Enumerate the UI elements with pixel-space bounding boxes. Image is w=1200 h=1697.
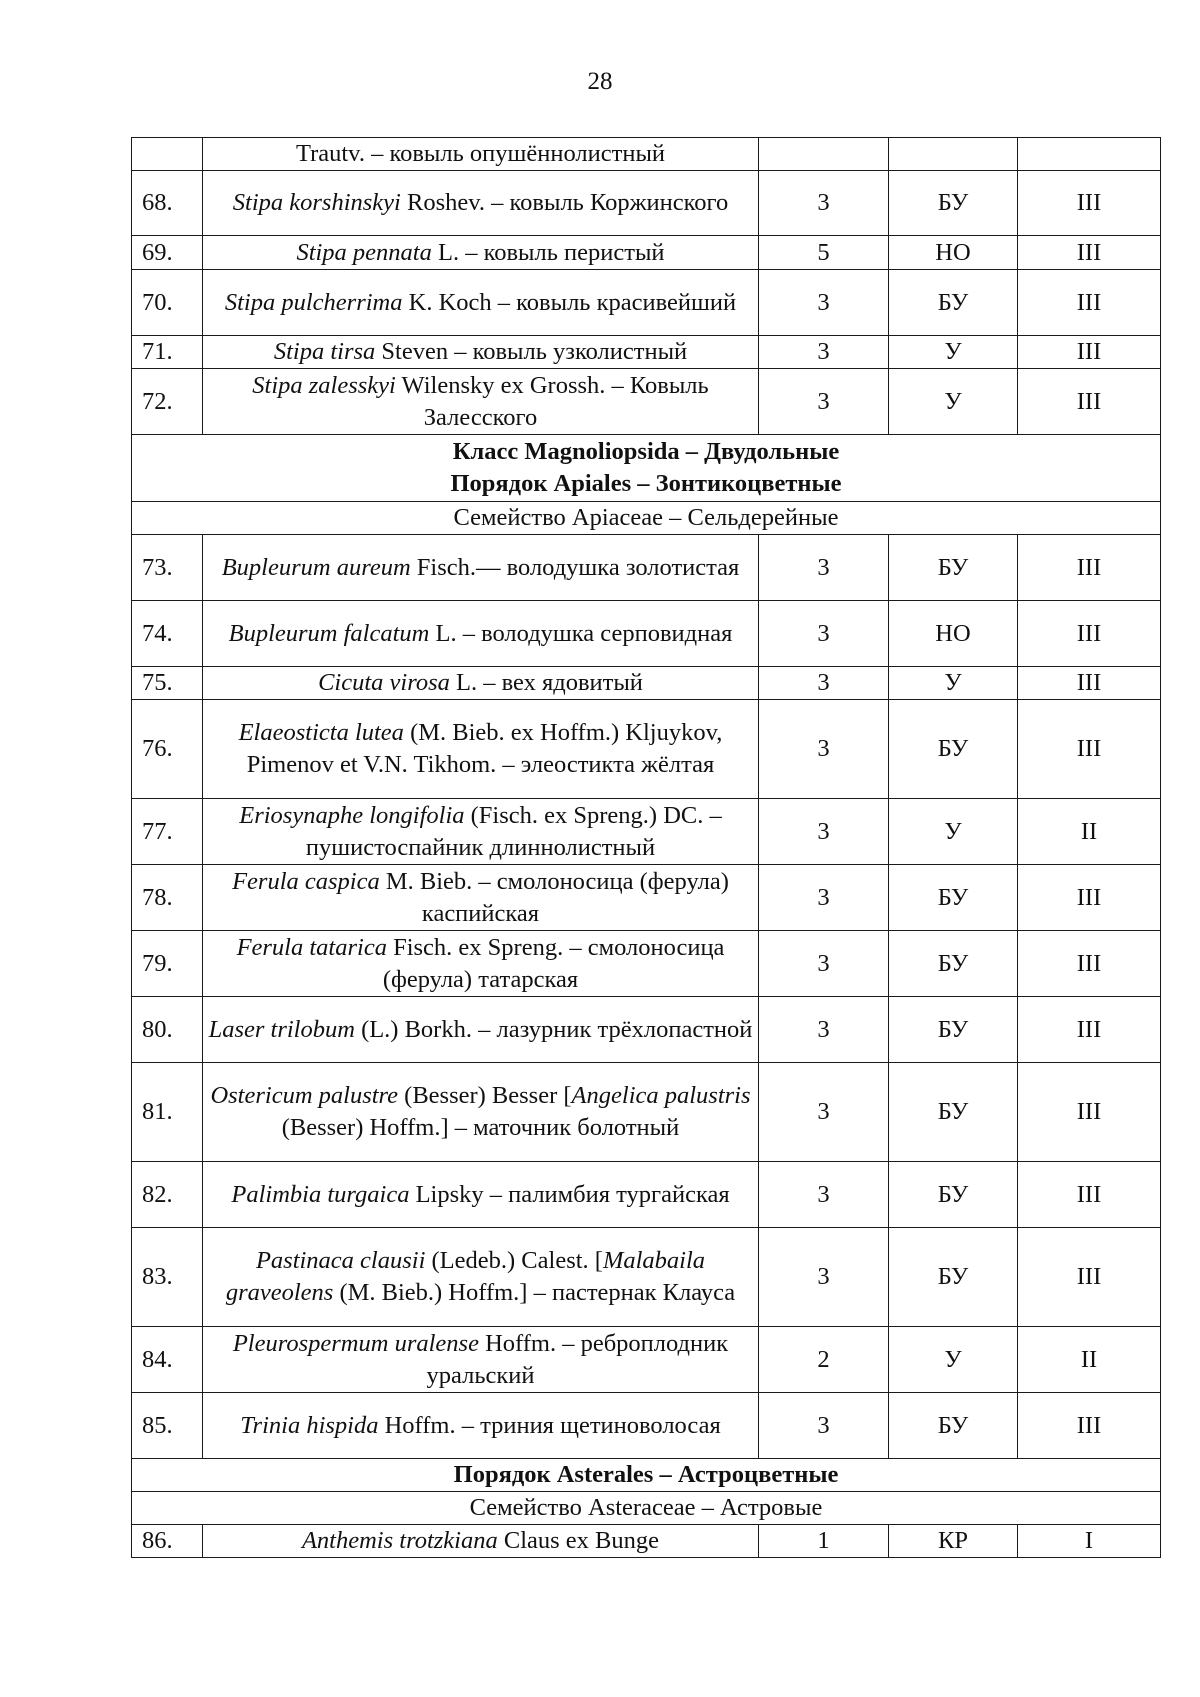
species-name — [203, 1162, 759, 1228]
scientific-name: Bupleurum aureum — [221, 553, 411, 581]
scientific-name: Stipa pennata — [296, 238, 432, 266]
scientific-name: Anthemis trotzkiana — [301, 1527, 498, 1554]
row-number: 71. — [132, 336, 203, 369]
category: 3 — [759, 700, 889, 799]
species-row — [132, 667, 1161, 700]
status: У — [889, 1327, 1018, 1393]
status: У — [889, 336, 1018, 369]
category: 3 — [759, 1063, 889, 1162]
species-name — [203, 369, 759, 435]
name-text: Hoffm. – триния щетиноволосая — [378, 1411, 721, 1439]
category: 3 — [759, 369, 889, 435]
section-header-line: Порядок Asterales – Астроцветные — [453, 1461, 839, 1488]
category: 5 — [759, 236, 889, 270]
species-row — [132, 1063, 1161, 1162]
species-name — [203, 799, 759, 865]
species-name — [203, 700, 759, 799]
category: 3 — [759, 601, 889, 667]
species-name — [203, 1525, 759, 1558]
name-text: L. – вех ядовитый — [449, 669, 643, 696]
category: 3 — [759, 997, 889, 1063]
rank: III — [1018, 236, 1161, 270]
status: БУ — [889, 997, 1018, 1063]
rank: III — [1018, 931, 1161, 997]
rank: III — [1018, 336, 1161, 369]
category: 3 — [759, 799, 889, 865]
species-row — [132, 997, 1161, 1063]
species-row — [132, 1162, 1161, 1228]
species-row — [132, 236, 1161, 270]
category: 3 — [759, 865, 889, 931]
name-text: (M. Bieb.) Hoffm.] – пастернак Клауса — [333, 1279, 736, 1306]
row-number: 82. — [132, 1162, 203, 1228]
name-text: (Besser) Hoffm.] – маточник болотный — [281, 1114, 680, 1141]
scientific-name: Bupleurum falcatum — [228, 619, 430, 647]
row-number: 72. — [132, 369, 203, 435]
rank — [1018, 138, 1161, 171]
section-header — [132, 1492, 1161, 1525]
status: НО — [889, 236, 1018, 270]
row-number: 74. — [132, 601, 203, 667]
species-row — [132, 865, 1161, 931]
category: 1 — [759, 1525, 889, 1558]
section-header — [132, 435, 1161, 502]
scientific-name: Stipa tirsa — [273, 338, 376, 365]
rank: III — [1018, 1393, 1161, 1459]
rank: I — [1018, 1525, 1161, 1558]
name-text: (Ledeb.) Calest. [ — [425, 1247, 603, 1274]
name-text: Roshev. – ковыль Коржинского — [400, 189, 729, 216]
section-header-row — [132, 1492, 1161, 1525]
rank: III — [1018, 601, 1161, 667]
name-text: L. – володушка серповидная — [429, 619, 733, 647]
species-row — [132, 931, 1161, 997]
scientific-name: Stipa zalesskyi — [252, 371, 396, 399]
row-number: 69. — [132, 236, 203, 270]
section-header-row — [132, 435, 1161, 502]
name-text: M. Bieb. – смолоносица (ферула) каспийская — [379, 867, 729, 927]
row-number: 81. — [132, 1063, 203, 1162]
species-row — [132, 1525, 1161, 1558]
rank: III — [1018, 1162, 1161, 1228]
page-number: 28 — [587, 68, 613, 95]
species-name — [203, 535, 759, 601]
status: БУ — [889, 931, 1018, 997]
species-row — [132, 535, 1161, 601]
species-name — [203, 1327, 759, 1393]
row-number: 68. — [132, 171, 203, 236]
row-number — [132, 138, 203, 171]
section-header-row — [132, 1459, 1161, 1492]
rank: III — [1018, 535, 1161, 601]
species-name — [203, 1393, 759, 1459]
name-text: (Fisch. ex Spreng.) DC. – пушистоспайник длиннолистный — [305, 801, 722, 861]
section-header — [132, 1459, 1161, 1492]
name-text: Fisch. ex Spreng. – смолоносица (ферула) татарская — [382, 933, 725, 993]
row-number: 79. — [132, 931, 203, 997]
species-name — [203, 138, 759, 171]
row-number: 84. — [132, 1327, 203, 1393]
status: БУ — [889, 535, 1018, 601]
row-number: 73. — [132, 535, 203, 601]
scientific-name: Eriosynaphe longifolia — [239, 801, 465, 829]
section-header — [132, 502, 1161, 535]
species-name — [203, 236, 759, 270]
category: 3 — [759, 270, 889, 336]
status: БУ — [889, 1063, 1018, 1162]
scientific-name: Angelica palustris — [571, 1082, 751, 1109]
status — [889, 138, 1018, 171]
scientific-name: Cicuta virosa — [318, 669, 450, 696]
scientific-name: Stipa pulcherrima — [224, 288, 403, 316]
row-number: 70. — [132, 270, 203, 336]
species-row — [132, 1393, 1161, 1459]
species-table — [131, 137, 1161, 1558]
row-number: 83. — [132, 1228, 203, 1327]
section-header-row — [132, 502, 1161, 535]
species-name — [203, 997, 759, 1063]
continuation-row — [132, 138, 1161, 171]
name-text: Steven – ковыль узколистный — [375, 338, 688, 365]
rank: III — [1018, 865, 1161, 931]
scientific-name: Laser trilobum — [208, 1015, 355, 1043]
rank: III — [1018, 369, 1161, 435]
section-header-line: Класс Magnoliopsida – Двудольные — [452, 438, 840, 465]
name-text: Hoffm. – реброплодник уральский — [426, 1329, 729, 1389]
name-text: (Besser) Besser [ — [398, 1082, 572, 1109]
species-name — [203, 667, 759, 700]
rank: III — [1018, 171, 1161, 236]
category: 3 — [759, 171, 889, 236]
row-number: 76. — [132, 700, 203, 799]
species-row — [132, 270, 1161, 336]
species-row — [132, 601, 1161, 667]
species-name — [203, 1228, 759, 1327]
status: КР — [889, 1525, 1018, 1558]
status: БУ — [889, 1162, 1018, 1228]
status: БУ — [889, 270, 1018, 336]
row-number: 80. — [132, 997, 203, 1063]
category: 3 — [759, 667, 889, 700]
category: 3 — [759, 1393, 889, 1459]
scientific-name: Elaeosticta lutea — [238, 719, 404, 746]
category: 3 — [759, 535, 889, 601]
status: БУ — [889, 1228, 1018, 1327]
scientific-name: Ferula tatarica — [236, 933, 387, 961]
name-text: Claus ex Bunge — [497, 1527, 660, 1554]
row-number: 75. — [132, 667, 203, 700]
rank: III — [1018, 997, 1161, 1063]
species-name — [203, 865, 759, 931]
species-name — [203, 270, 759, 336]
species-name — [203, 171, 759, 236]
species-row — [132, 1327, 1161, 1393]
species-name — [203, 601, 759, 667]
name-text: K. Koch – ковыль красивейший — [402, 288, 737, 316]
status: У — [889, 667, 1018, 700]
name-text: Wilensky ex Grossh. – Ковыль Залесского — [395, 371, 709, 431]
category: 3 — [759, 336, 889, 369]
name-text: (M. Bieb. ex Hoffm.) Kljuykov, Pimenov et V.N. Tikhom. – элеостикта жёлтая — [246, 719, 723, 778]
scientific-name: Ferula caspica — [232, 867, 380, 895]
name-text: Lipsky – палимбия тургайская — [409, 1180, 730, 1208]
status: НО — [889, 601, 1018, 667]
status: У — [889, 369, 1018, 435]
category: 3 — [759, 931, 889, 997]
rank: III — [1018, 1063, 1161, 1162]
status: БУ — [889, 700, 1018, 799]
scientific-name: Malabaila graveolens — [225, 1247, 706, 1306]
scientific-name: Palimbia turgaica — [231, 1180, 410, 1208]
species-name — [203, 931, 759, 997]
row-number: 78. — [132, 865, 203, 931]
species-name — [203, 1063, 759, 1162]
status: БУ — [889, 865, 1018, 931]
section-header-line: Семейство Apiaceae – Сельдерейные — [453, 504, 839, 531]
name-text: Fisch.— володушка золотистая — [410, 553, 740, 581]
scientific-name: Stipa korshinskyi — [232, 189, 401, 216]
species-row — [132, 700, 1161, 799]
rank: II — [1018, 1327, 1161, 1393]
rank: II — [1018, 799, 1161, 865]
species-table-body — [132, 138, 1161, 1558]
section-header-line: Порядок Apiales – Зонтикоцветные — [450, 470, 842, 497]
rank: III — [1018, 700, 1161, 799]
species-name — [203, 336, 759, 369]
scientific-name: Pastinaca clausii — [255, 1247, 426, 1274]
species-row — [132, 369, 1161, 435]
status: БУ — [889, 171, 1018, 236]
rank: III — [1018, 270, 1161, 336]
category — [759, 138, 889, 171]
species-row — [132, 336, 1161, 369]
status: БУ — [889, 1393, 1018, 1459]
species-row — [132, 799, 1161, 865]
scientific-name: Trinia hispida — [240, 1411, 379, 1439]
rank: III — [1018, 1228, 1161, 1327]
section-header-line: Семейство Asteraceae – Астровые — [469, 1494, 823, 1521]
scientific-name: Pleurospermum uralense — [232, 1329, 479, 1357]
row-number: 77. — [132, 799, 203, 865]
scientific-name: Ostericum palustre — [210, 1082, 399, 1109]
row-number: 86. — [132, 1525, 203, 1558]
status: У — [889, 799, 1018, 865]
rank: III — [1018, 667, 1161, 700]
name-text: (L.) Borkh. – лазурник трёхлопастной — [354, 1015, 753, 1043]
category: 3 — [759, 1228, 889, 1327]
name-text: L. – ковыль перистый — [431, 238, 665, 266]
category: 2 — [759, 1327, 889, 1393]
species-row — [132, 171, 1161, 236]
species-row — [132, 1228, 1161, 1327]
name-text: Trautv. – ковыль опушённолистный — [295, 140, 666, 167]
row-number: 85. — [132, 1393, 203, 1459]
category: 3 — [759, 1162, 889, 1228]
